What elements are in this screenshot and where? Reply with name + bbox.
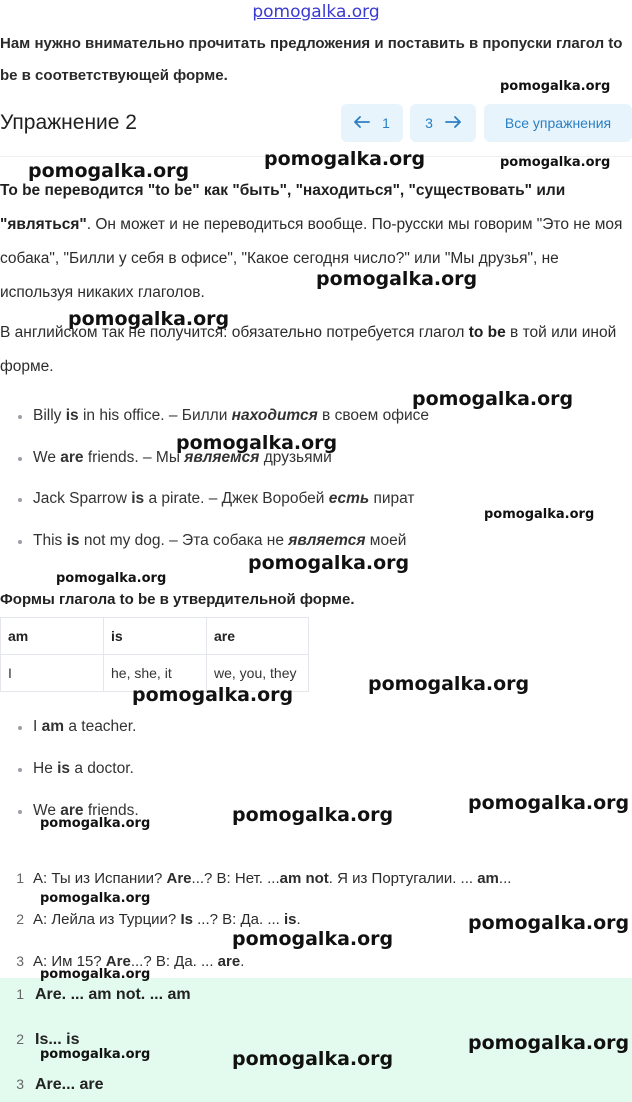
list-item: I am a teacher. bbox=[18, 718, 136, 736]
task-item: 1 A: Ты из Испании? Are...? B: Нет. ...am not. Я из Португалии. ... am... bbox=[0, 870, 511, 887]
exercise-title: Упражнение 2 bbox=[0, 111, 137, 134]
watermark: pomogalka.org bbox=[264, 148, 426, 170]
answer-item bbox=[0, 986, 191, 1004]
watermark: pomogalka.org bbox=[132, 684, 294, 706]
watermark: pomogalka.org bbox=[468, 792, 630, 814]
table-header-cell: is bbox=[104, 618, 207, 655]
answer-item bbox=[0, 1076, 103, 1094]
watermark: pomogalka.org bbox=[28, 160, 190, 182]
list-item: This is not my dog. – Эта собака не является моей bbox=[18, 532, 406, 550]
answer-text: Are. ... am not. ... am bbox=[35, 986, 191, 1003]
table-header-cell: am bbox=[1, 618, 104, 655]
task-number: 2 bbox=[16, 911, 24, 927]
watermark: pomogalka.org bbox=[468, 912, 630, 934]
theory-bold-lead: To be переводится "to be" как "быть", "находиться", "существовать" или "являться" bbox=[0, 182, 566, 233]
watermark: pomogalka.org bbox=[368, 673, 530, 695]
watermark: pomogalka.org bbox=[40, 891, 151, 906]
table-header-row bbox=[1, 618, 309, 655]
watermark: pomogalka.org bbox=[412, 388, 574, 410]
theory-rest: . Он может и не переводиться вообще. По-русски мы говорим "Это не моя собака", "Билли у себя в офисе", "Какое сегодня число?" или "Мы друзья", не используя никаких глаголов. bbox=[0, 216, 623, 301]
watermark: pomogalka.org bbox=[232, 804, 394, 826]
task-number: 1 bbox=[16, 870, 24, 886]
prev-exercise-label: 1 bbox=[382, 115, 390, 131]
table-header-cell: are bbox=[207, 618, 309, 655]
watermark: pomogalka.org bbox=[56, 571, 167, 586]
arrow-right-icon bbox=[445, 115, 461, 131]
list-item: Jack Sparrow is a pirate. – Джек Воробей есть пират bbox=[18, 490, 415, 508]
next-exercise-button[interactable] bbox=[410, 104, 476, 142]
forms-title: Формы глагола to be в утвердительной форме. bbox=[0, 591, 355, 608]
task-item: 3 A: Им 15? Are...? B: Да. ... are. bbox=[0, 953, 244, 970]
answer-number: 1 bbox=[16, 986, 24, 1002]
watermark: pomogalka.org bbox=[232, 928, 394, 950]
answer-text: Is... is bbox=[35, 1031, 80, 1048]
intro-text: Нам нужно внимательно прочитать предложения и поставить в пропуски глагол to be в соответствующей форме. bbox=[0, 35, 623, 84]
table-cell: we, you, they bbox=[207, 655, 309, 692]
answer-number: 2 bbox=[16, 1031, 24, 1047]
answer-number: 3 bbox=[16, 1076, 24, 1092]
watermark: pomogalka.org bbox=[176, 432, 338, 454]
forms-table bbox=[0, 617, 309, 692]
watermark: pomogalka.org bbox=[68, 308, 230, 330]
watermark: pomogalka.org bbox=[500, 155, 611, 170]
theory-p2-bold: to be bbox=[468, 324, 506, 341]
answer-text: Are... are bbox=[35, 1076, 104, 1093]
arrow-left-icon bbox=[354, 115, 370, 131]
watermark: pomogalka.org bbox=[248, 552, 410, 574]
watermark: pomogalka.org bbox=[232, 1048, 394, 1070]
watermark: pomogalka.org bbox=[316, 268, 478, 290]
prev-exercise-button[interactable] bbox=[341, 104, 403, 142]
table-cell: he, she, it bbox=[104, 655, 207, 692]
next-exercise-label: 3 bbox=[425, 115, 433, 131]
watermark: pomogalka.org bbox=[40, 1047, 151, 1062]
watermark: pomogalka.org bbox=[500, 79, 611, 94]
theory-p2-text: В английском так не получится: обязательно потребуется глагол bbox=[0, 324, 469, 341]
watermark: pomogalka.org bbox=[40, 816, 151, 831]
theory-paragraph-1 bbox=[0, 174, 625, 310]
list-item: We are friends. bbox=[18, 802, 139, 820]
list-item: He is a doctor. bbox=[18, 760, 134, 778]
task-number: 3 bbox=[16, 953, 24, 969]
list-item: We are friends. – Мы являемся друзьями bbox=[18, 449, 332, 467]
task-item: 2 A: Лейла из Турции? Is ...? B: Да. ... is. bbox=[0, 911, 301, 928]
watermark: pomogalka.org bbox=[468, 1032, 630, 1054]
all-exercises-button[interactable]: Все упражнения bbox=[484, 104, 632, 142]
watermark: pomogalka.org bbox=[40, 967, 151, 982]
watermark: pomogalka.org bbox=[484, 507, 595, 522]
list-item: Billy is in his office. – Билли находится в своем офисе bbox=[18, 407, 429, 425]
site-watermark-top: pomogalka.org bbox=[252, 2, 380, 22]
table-cell: I bbox=[1, 655, 104, 692]
theory-p2-end: в той или иной форме. bbox=[0, 324, 617, 375]
